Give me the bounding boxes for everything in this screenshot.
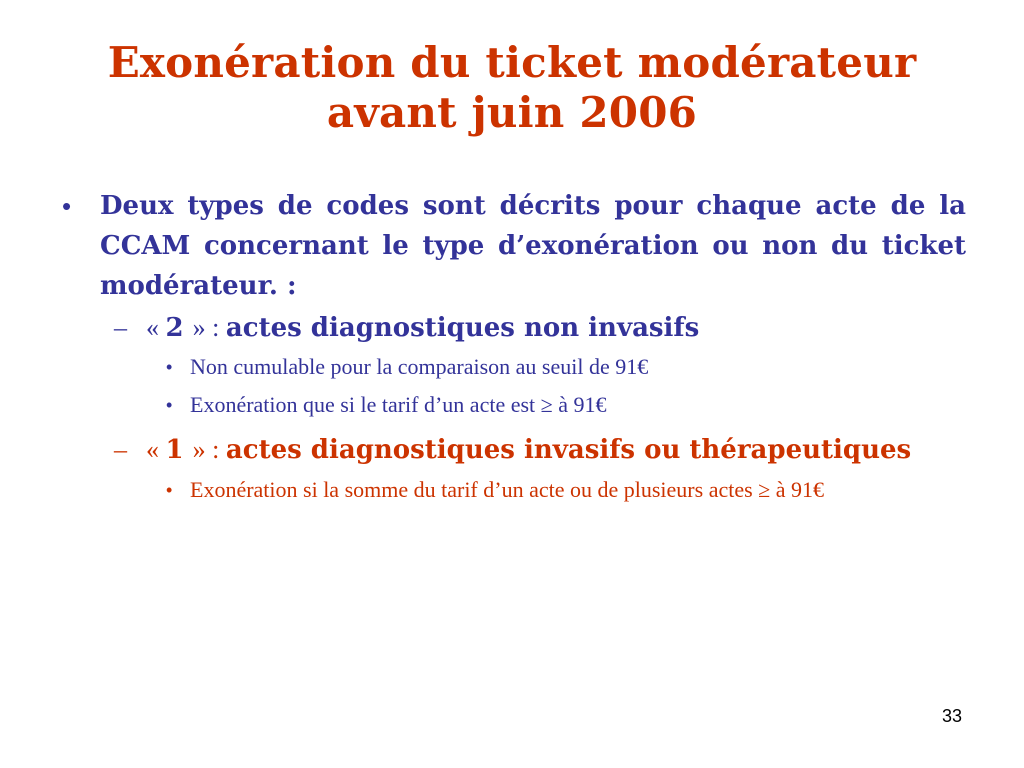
close-quote: » : [192,435,226,464]
code-label: actes diagnostiques invasifs ou thérapeutiques [225,435,912,465]
code-label: actes diagnostiques non invasifs [225,313,700,343]
code-1-item [58,430,966,470]
bullet-icon: • [166,480,173,500]
code-number: 2 [165,313,193,343]
bullet-icon: • [62,191,72,221]
dash-icon: – [114,313,127,342]
bullet-icon: • [166,357,173,377]
intro-bullet [58,186,966,306]
slide-title [40,38,984,138]
sub-item-text: Non cumulable pour la comparaison au seuil de 91€ [190,354,649,379]
sub-item-text: Exonération si la somme du tarif d’un acte ou de plusieurs actes ≥ à 91€ [190,477,825,502]
slide-body [58,186,966,510]
sub-item [58,470,966,510]
code-2-item [58,308,966,348]
title-line-1: Exonération du ticket modérateur [107,38,917,87]
dash-icon: – [114,435,127,464]
sub-item [58,386,966,424]
code-number: 1 [165,435,193,465]
open-quote: « [146,435,166,464]
sub-item-text: Exonération que si le tarif d’un acte est ≥ à 91€ [190,392,607,417]
sub-item [58,348,966,386]
close-quote: » : [192,313,226,342]
page-number: 33 [941,706,962,726]
open-quote: « [146,313,166,342]
intro-text: Deux types de codes sont décrits pour chaque acte de la CCAM concernant le type d’exonération ou non du ticket modérateur. : [100,191,966,301]
bullet-icon: • [166,395,173,415]
title-line-2: avant juin 2006 [326,88,698,137]
